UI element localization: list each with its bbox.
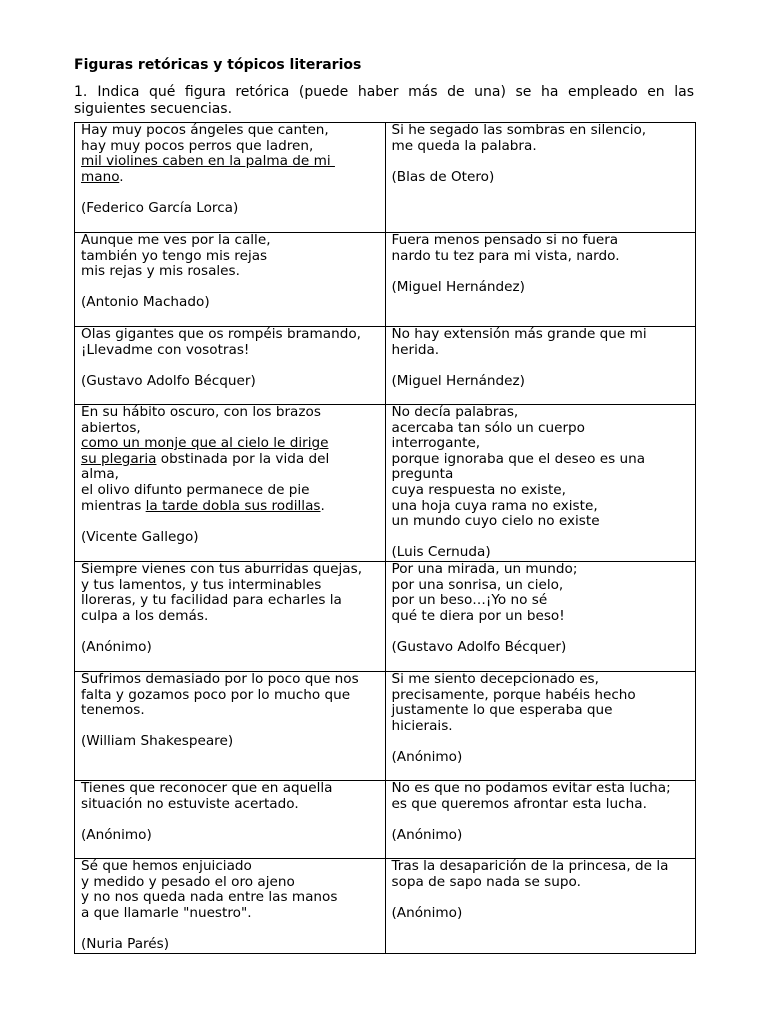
verse-line <box>392 467 690 483</box>
verse-text: No hay extensión más grande que mi <box>391 326 647 342</box>
verse-line <box>392 672 690 688</box>
verse-line <box>81 264 379 280</box>
verse-text: (Blas de Otero) <box>391 168 495 185</box>
verse-text: (Anónimo) <box>391 748 463 765</box>
verse-line <box>392 562 690 578</box>
verse-text: es que queremos afrontar esta lucha. <box>391 795 647 812</box>
verse-line <box>81 921 379 937</box>
exercise-instruction <box>74 84 694 118</box>
verse-text: también yo tengo mis rejas <box>81 247 268 264</box>
verse-line <box>81 343 379 359</box>
verse-text: y medido y pesado el oro ajeno <box>81 873 295 890</box>
verse-line <box>81 609 379 625</box>
verse-line <box>392 750 690 766</box>
verse-line <box>81 859 379 875</box>
verse-text: a que llamarle "nuestro". <box>81 904 252 921</box>
verse-text: (Anónimo) <box>81 826 152 843</box>
verse-text: No decía palabras, <box>391 404 519 420</box>
exercise-text: Indica qué figura retórica (puede haber más de una) se ha empleado en las siguientes secuencias. <box>74 84 694 117</box>
verse-line <box>392 358 690 374</box>
document-title: Figuras retóricas y tópicos literarios <box>74 57 362 73</box>
excerpt-cell-right <box>385 233 696 327</box>
verse-text: Sufrimos demasiado por lo poco que nos <box>81 670 359 687</box>
document-page <box>74 56 696 954</box>
verse-text: (Miguel Hernández) <box>391 278 525 295</box>
verse-line <box>81 734 379 750</box>
underlined-text: la tarde dobla sus rodillas <box>145 497 321 514</box>
exercise-number: 1. <box>74 84 88 100</box>
verse-text: justamente lo que esperaba que <box>391 702 613 719</box>
excerpt-cell-right <box>385 780 696 858</box>
verse-line <box>392 797 690 813</box>
verse-line <box>81 185 379 201</box>
verse-line <box>81 530 379 546</box>
verse-line <box>81 828 379 844</box>
verse-line <box>81 937 379 953</box>
excerpt-cell-right <box>385 327 696 405</box>
table-row <box>75 561 696 671</box>
verse-line <box>81 154 379 170</box>
verse-line <box>81 123 379 139</box>
verse-line <box>392 436 690 452</box>
verse-text: alma, <box>81 466 120 483</box>
verse-text: qué te diera por un beso! <box>391 607 565 624</box>
verse-line <box>392 264 690 280</box>
underlined-text: mil violines caben en la palma de mi <box>81 153 335 170</box>
excerpt-cell-left <box>75 858 386 953</box>
verse-line <box>81 672 379 688</box>
verse-text: y tus lamentos, y tus interminables <box>81 576 322 593</box>
verse-text: (Federico García Lorca) <box>81 199 239 216</box>
verse-text: por un beso…¡Yo no sé <box>391 592 548 609</box>
verse-text: precisamente, porque habéis hecho <box>391 686 636 703</box>
verse-text: nardo tu tez para mi vista, nardo. <box>391 247 620 264</box>
verse-line <box>392 483 690 499</box>
verse-line <box>392 593 690 609</box>
verse-line <box>392 233 690 249</box>
verse-line <box>81 436 379 452</box>
table-row <box>75 780 696 858</box>
verse-line <box>81 421 379 437</box>
verse-text: obstinada por la vida del <box>156 450 330 467</box>
verse-line <box>81 688 379 704</box>
verse-line <box>392 452 690 468</box>
verse-line <box>392 123 690 139</box>
verse-line <box>392 530 690 546</box>
verse-line <box>81 624 379 640</box>
verse-text: (Miguel Hernández) <box>391 372 525 389</box>
verse-text: . <box>119 168 124 185</box>
verse-line <box>392 688 690 704</box>
verse-line <box>81 875 379 891</box>
verse-text: Si he segado las sombras en silencio, <box>391 122 647 138</box>
excerpt-cell-left <box>75 671 386 780</box>
verse-line <box>81 719 379 735</box>
excerpt-cell-right <box>385 858 696 953</box>
excerpt-cell-left <box>75 123 386 233</box>
verse-text: el olivo difunto permanece de pie <box>81 481 310 498</box>
excerpt-cell-right <box>385 123 696 233</box>
verse-text: Hay muy pocos ángeles que canten, <box>81 122 329 138</box>
underlined-text: su plegaria <box>81 450 157 467</box>
verse-text: (Antonio Machado) <box>81 294 210 311</box>
verse-text: mis rejas y mis rosales. <box>81 263 240 280</box>
verse-line <box>392 703 690 719</box>
table-row <box>75 327 696 405</box>
verse-text: . <box>320 497 325 514</box>
verse-text: Sé que hemos enjuiciado <box>81 857 252 874</box>
verse-text: un mundo cuyo cielo no existe <box>391 513 600 530</box>
verse-line <box>81 358 379 374</box>
verse-line <box>392 280 690 296</box>
verse-line <box>81 327 379 343</box>
verse-text: tenemos. <box>81 702 145 719</box>
excerpts-table <box>74 122 696 954</box>
verse-line <box>392 405 690 421</box>
verse-text: lloreras, y tu facilidad para echarles la <box>81 592 342 609</box>
verse-line <box>81 405 379 421</box>
verse-text: Aunque me ves por la calle, <box>81 232 271 248</box>
verse-line <box>392 170 690 186</box>
verse-text: por una sonrisa, un cielo, <box>391 576 564 593</box>
verse-line <box>392 906 690 922</box>
verse-line <box>392 640 690 656</box>
verse-text: me queda la palabra. <box>391 137 537 154</box>
verse-line <box>392 514 690 530</box>
excerpt-cell-left <box>75 780 386 858</box>
verse-text: falta y gozamos poco por lo mucho que <box>81 686 351 703</box>
table-row <box>75 858 696 953</box>
verse-text: porque ignoraba que el deseo es una <box>391 450 646 467</box>
verse-text: interrogante, <box>391 435 481 452</box>
verse-text: mientras <box>81 497 146 514</box>
verse-line <box>392 624 690 640</box>
verse-text: y no nos queda nada entre las manos <box>81 889 338 906</box>
verse-line <box>81 170 379 186</box>
excerpt-cell-left <box>75 233 386 327</box>
verse-text: Tienes que reconocer que en aquella <box>81 779 333 796</box>
verse-text: (Gustavo Adolfo Bécquer) <box>391 638 567 655</box>
verse-text: (Anónimo) <box>391 826 463 843</box>
verse-line <box>392 890 690 906</box>
verse-text: pregunta <box>391 466 454 483</box>
verse-line <box>392 578 690 594</box>
verse-line <box>81 249 379 265</box>
verse-line <box>392 249 690 265</box>
verse-line <box>392 859 690 875</box>
verse-text: Por una mirada, un mundo; <box>391 560 578 577</box>
verse-line <box>392 734 690 750</box>
verse-text: hicierais. <box>391 717 453 734</box>
verse-line <box>81 703 379 719</box>
verse-line <box>81 906 379 922</box>
verse-line <box>392 499 690 515</box>
verse-line <box>81 374 379 390</box>
verse-text: (Luis Cernuda) <box>391 544 491 561</box>
verse-line <box>81 797 379 813</box>
verse-line <box>392 545 690 561</box>
excerpt-cell-left <box>75 405 386 562</box>
table-row <box>75 233 696 327</box>
excerpt-cell-right <box>385 405 696 562</box>
table-row <box>75 671 696 780</box>
verse-line <box>81 280 379 296</box>
verse-line <box>392 421 690 437</box>
verse-text: Olas gigantes que os rompéis bramando, <box>81 326 361 342</box>
verse-text: (Anónimo) <box>391 904 463 921</box>
excerpt-cell-right <box>385 561 696 671</box>
verse-line <box>392 327 690 343</box>
verse-line <box>392 719 690 735</box>
verse-line <box>81 562 379 578</box>
verse-line <box>81 781 379 797</box>
verse-line <box>81 467 379 483</box>
verse-line <box>81 890 379 906</box>
verse-text: ¡Llevadme con vosotras! <box>81 341 250 358</box>
verse-text: una hoja cuya rama no existe, <box>391 497 598 514</box>
verse-line <box>81 593 379 609</box>
verse-text: cuya respuesta no existe, <box>391 481 566 498</box>
verse-line <box>81 139 379 155</box>
verse-line <box>81 640 379 656</box>
verse-text: (Nuria Parés) <box>81 935 170 952</box>
verse-text: situación no estuviste acertado. <box>81 795 299 812</box>
verse-line <box>392 828 690 844</box>
verse-line <box>392 343 690 359</box>
table-row <box>75 405 696 562</box>
verse-text: Siempre vienes con tus aburridas quejas, <box>81 560 363 577</box>
verse-text: sopa de sapo nada se supo. <box>391 873 581 890</box>
verse-text: herida. <box>391 341 440 358</box>
excerpt-cell-left <box>75 561 386 671</box>
verse-text: hay muy pocos perros que ladren, <box>81 137 314 154</box>
underlined-text: mano <box>81 168 120 185</box>
verse-line <box>392 781 690 797</box>
verse-text: Tras la desaparición de la princesa, de la <box>391 857 669 874</box>
excerpt-cell-right <box>385 671 696 780</box>
verse-line <box>392 609 690 625</box>
verse-text: culpa a los demás. <box>81 607 209 624</box>
verse-text: (Vicente Gallego) <box>81 528 199 545</box>
verse-line <box>392 374 690 390</box>
verse-line <box>392 812 690 828</box>
excerpts-table-body <box>75 123 696 954</box>
verse-text: Fuera menos pensado si no fuera <box>391 232 619 248</box>
verse-line <box>81 578 379 594</box>
verse-text: (Anónimo) <box>81 638 152 655</box>
verse-text: (William Shakespeare) <box>81 733 234 750</box>
verse-line <box>81 499 379 515</box>
verse-line <box>81 295 379 311</box>
verse-text: Si me siento decepcionado es, <box>391 670 599 687</box>
verse-text: (Gustavo Adolfo Bécquer) <box>81 372 256 389</box>
verse-line <box>81 452 379 468</box>
verse-text: abiertos, <box>81 419 141 436</box>
verse-line <box>392 154 690 170</box>
verse-line <box>81 812 379 828</box>
verse-line <box>392 139 690 155</box>
verse-text: acercaba tan sólo un cuerpo <box>391 419 585 436</box>
verse-text: No es que no podamos evitar esta lucha; <box>391 779 671 796</box>
verse-text: En su hábito oscuro, con los brazos <box>81 404 321 420</box>
verse-line <box>81 514 379 530</box>
verse-line <box>81 201 379 217</box>
table-row <box>75 123 696 233</box>
verse-line <box>81 483 379 499</box>
underlined-text: como un monje que al cielo le dirige <box>81 435 329 452</box>
verse-line <box>392 875 690 891</box>
excerpt-cell-left <box>75 327 386 405</box>
verse-line <box>81 233 379 249</box>
